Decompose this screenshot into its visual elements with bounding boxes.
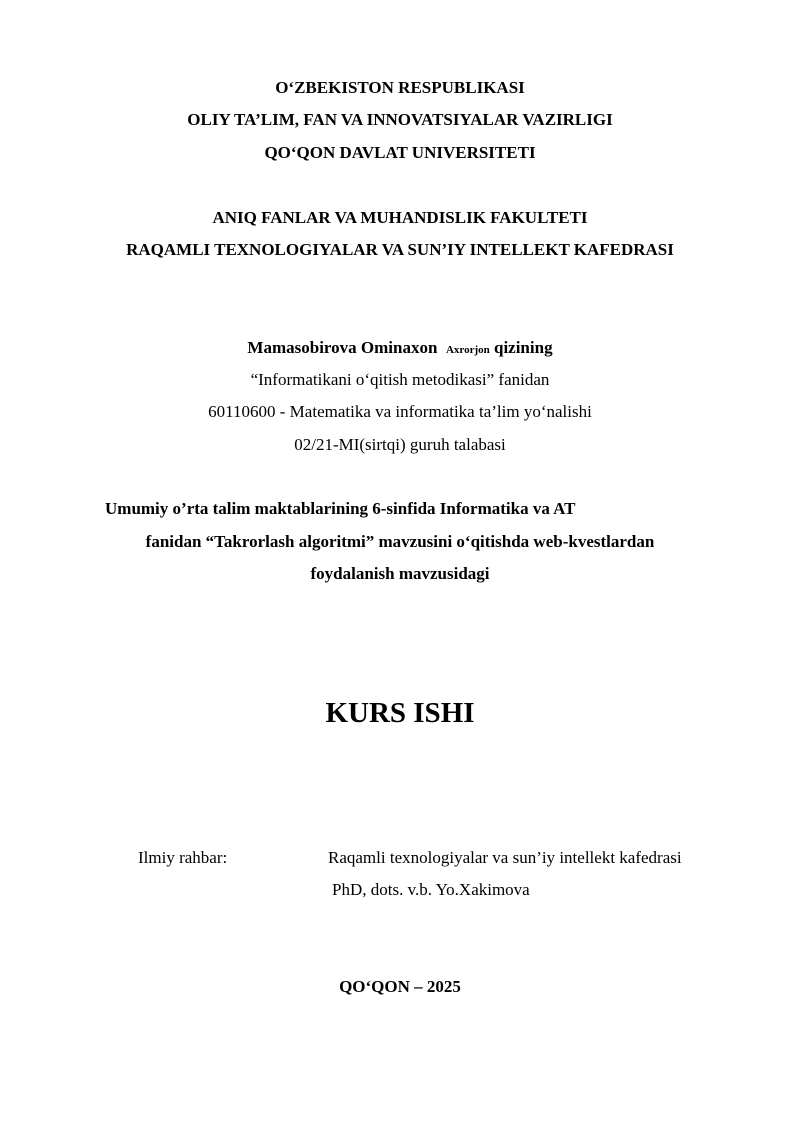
student-name-first: Mamasobirova Ominaxon: [247, 338, 438, 357]
document-type-title: KURS ISHI: [325, 697, 475, 729]
ministry-heading: OLIY TA’LIM, FAN VA INNOVATSIYALAR VAZIRLIGI: [187, 110, 613, 129]
student-name-suffix: qizining: [493, 338, 553, 357]
supervisor-name: PhD, dots. v.b. Yo.Xakimova: [332, 880, 530, 899]
topic-line-1: Umumiy o’rta talim maktablarining 6-sinfida Informatika va AT: [105, 499, 576, 518]
supervisor-label: Ilmiy rahbar:: [138, 848, 228, 867]
group-line: 02/21-MI(sirtqi) guruh talabasi: [294, 435, 506, 454]
country-heading: O‘ZBEKISTON RESPUBLIKASI: [275, 78, 525, 97]
student-name-patronymic: Axrorjon: [445, 344, 490, 356]
department-heading: RAQAMLI TEXNOLOGIYALAR VA SUN’IY INTELLEKT KAFEDRASI: [126, 240, 674, 259]
faculty-heading: ANIQ FANLAR VA MUHANDISLIK FAKULTETI: [212, 208, 588, 227]
place-year: QO‘QON – 2025: [339, 977, 461, 996]
student-name: [0, 337, 800, 361]
university-heading: QO‘QON DAVLAT UNIVERSITETI: [264, 143, 536, 162]
supervisor-department: Raqamli texnologiyalar va sun’iy intellekt kafedrasi: [328, 848, 682, 867]
topic-line-2: fanidan “Takrorlash algoritmi” mavzusini o‘qitishda web-kvestlardan: [145, 532, 655, 551]
direction-line: 60110600 - Matematika va informatika ta’lim yo‘nalishi: [208, 402, 592, 421]
topic-line-3: foydalanish mavzusidagi: [310, 564, 490, 583]
subject-line: “Informatikani o‘qitish metodikasi” fanidan: [250, 370, 550, 389]
